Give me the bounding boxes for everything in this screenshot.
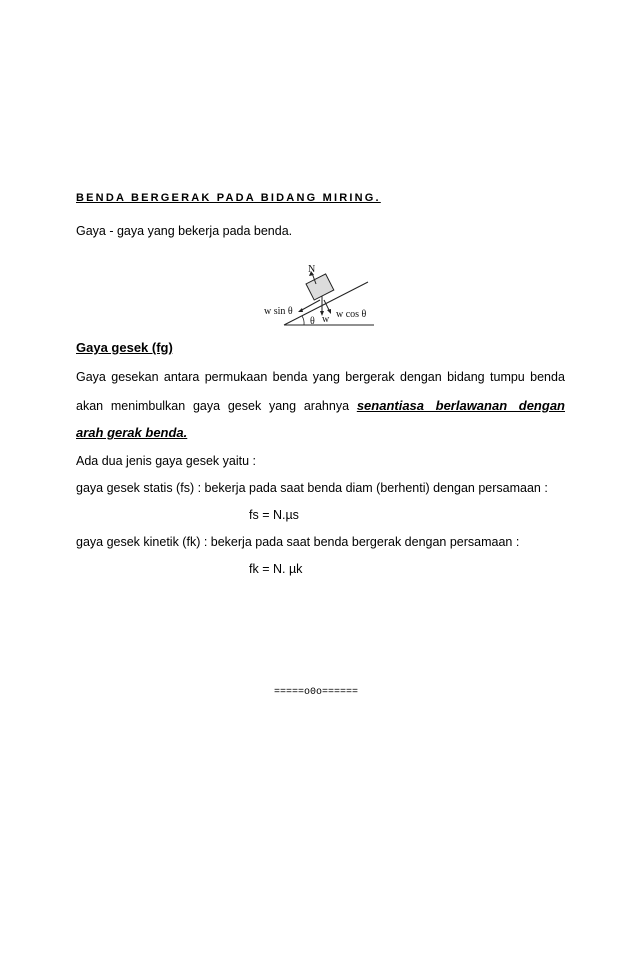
paragraph-line-2: [76, 398, 565, 413]
intro-text: Gaya - gaya yang bekerja pada benda.: [76, 224, 293, 238]
end-marker: =====o0o======: [274, 687, 359, 698]
label-normal: N: [308, 264, 316, 275]
word: arahnya: [303, 399, 350, 413]
static-friction-description: gaya gesek statis (fs) : bekerja pada saat benda diam (berhenti) dengan persamaan :: [76, 481, 548, 495]
kinetic-friction-description: gaya gesek kinetik (fk) : bekerja pada saat benda bergerak dengan persamaan :: [76, 535, 520, 549]
emphasis-text-continued: arah gerak benda.: [76, 425, 188, 440]
friction-subheading: Gaya gesek (fg): [76, 340, 173, 355]
word: antara: [163, 370, 200, 384]
word: permukaan: [204, 370, 268, 384]
emphasis-text: senantiasa berlawanan dengan: [356, 398, 565, 413]
word: benda: [272, 370, 308, 384]
word: gesek: [227, 399, 262, 413]
static-friction-formula: fs = N.µs: [249, 508, 299, 522]
kinetic-friction-formula: fk = N. µk: [249, 562, 303, 576]
word: benda: [530, 370, 565, 384]
inclined-plane-diagram: [262, 262, 376, 328]
word: gesekan: [111, 370, 159, 384]
label-w-sin: w sin θ: [264, 306, 293, 317]
word: Gaya: [76, 370, 106, 384]
word: gaya: [192, 399, 221, 413]
word: bidang: [447, 370, 485, 384]
word: tumpu: [490, 370, 525, 384]
section-title: BENDA BERGERAK PADA BIDANG MIRING.: [76, 192, 381, 204]
word: menimbulkan: [110, 399, 186, 413]
label-theta: θ: [310, 316, 315, 327]
word: yang: [268, 399, 297, 413]
word: yang: [312, 370, 340, 384]
label-w-cos: w cos θ: [336, 309, 367, 320]
label-w: w: [322, 314, 330, 325]
friction-types-intro: Ada dua jenis gaya gesek yaitu :: [76, 454, 256, 468]
word: bergerak: [345, 370, 395, 384]
word: akan: [76, 399, 104, 413]
word: dengan: [400, 370, 442, 384]
paragraph-line-1: [76, 370, 565, 384]
